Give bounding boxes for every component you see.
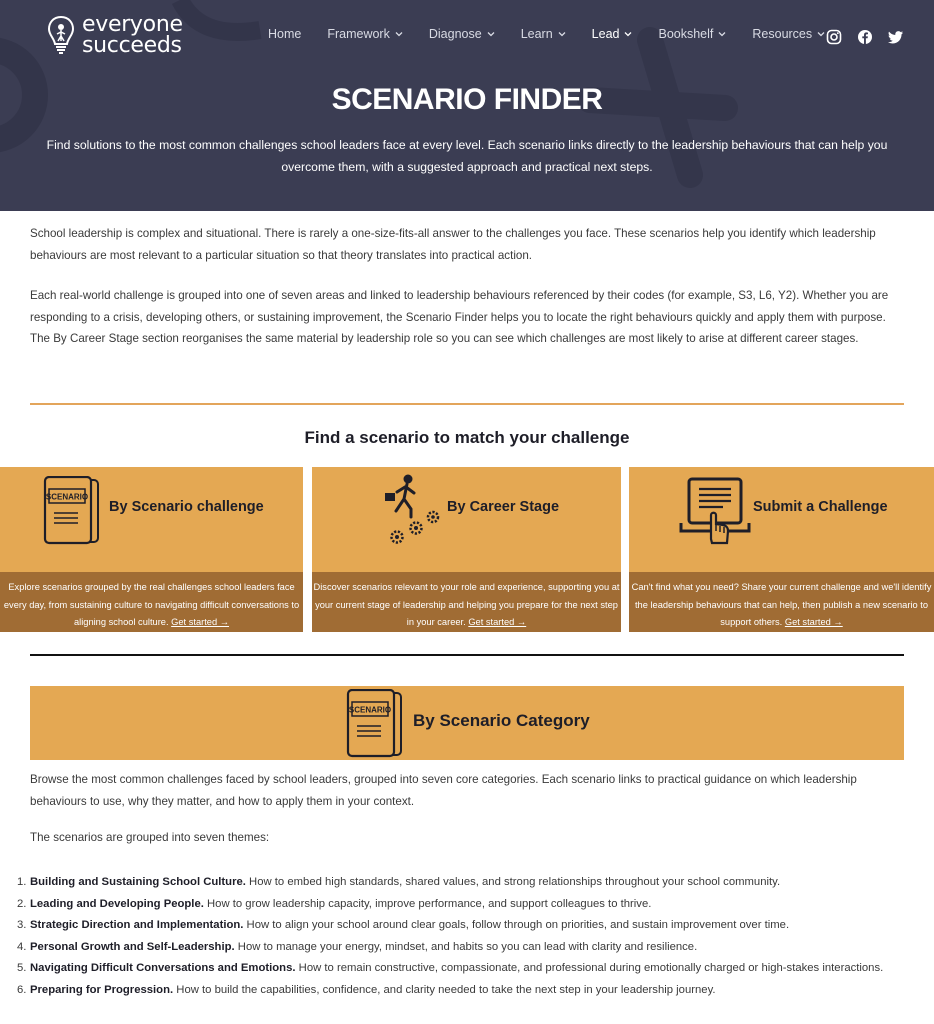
intro-paragraph-1: School leadership is complex and situational. There is rarely a one-size-fits-all answer to the challenges you face. These scenarios help you identify which leadership behaviours are most relevant to a particular situation so that theory translates into practical action. — [30, 227, 876, 262]
card-text: Explore scenarios grouped by the real challenges school leaders face every day, from sustaining culture to navigating difficult conversations to aligning school culture. — [3, 582, 300, 627]
card-title: By Scenario challenge — [109, 499, 264, 515]
card-title: By Career Stage — [447, 499, 560, 515]
theme-title: Leading and Developing People. — [30, 897, 204, 910]
theme-title: Strategic Direction and Implementation. — [30, 919, 244, 932]
list-item — [17, 937, 904, 959]
list-item — [17, 872, 904, 894]
get-started-link[interactable]: Get started → — [784, 617, 843, 627]
themes-list — [17, 872, 904, 1002]
intro-paragraph-2: Each real-world challenge is grouped into one of seven areas and linked to leadership behaviours referenced by their codes (for example, S3, L6, Y2). Whether you are responding to a crisis, developing others, or sustaining improvement, the Scenario Finder helps you to locate the right behaviours quickly and apply them with purpose. The By Career Stage section reorganises the same material by leadership role so you can see which challenges are most likely to arise at different career stages. — [30, 289, 889, 345]
nav-home[interactable] — [268, 27, 301, 41]
facebook-icon[interactable] — [857, 29, 873, 45]
card-description — [0, 572, 303, 632]
brand-name — [82, 14, 183, 56]
hero-header — [0, 0, 934, 211]
theme-description: How to embed high standards, shared values, and strong relationships throughout your school community. — [245, 876, 781, 888]
card-title: Submit a Challenge — [753, 499, 888, 515]
theme-description: How to build the capabilities, confidence, and clarity needed to take the next step in your leadership journey. — [173, 983, 716, 996]
theme-description: How to manage your energy, mindset, and habits so you can lead with clarity and resilience. — [234, 940, 698, 953]
list-number: 2. — [17, 897, 27, 910]
card-by-career-stage[interactable] — [312, 467, 621, 632]
nav-label: Bookshelf — [658, 27, 714, 41]
twitter-icon[interactable] — [888, 29, 904, 45]
themes-lead: The scenarios are grouped into seven themes: — [30, 831, 270, 844]
list-number: 5. — [17, 962, 27, 975]
list-number: 6. — [17, 983, 27, 996]
laptop-click-icon — [679, 477, 751, 547]
career-climber-icon — [378, 473, 442, 547]
list-item — [17, 980, 904, 1002]
finder-heading: Find a scenario to match your challenge — [304, 428, 630, 447]
list-number: 3. — [17, 919, 27, 932]
list-item — [17, 958, 904, 980]
nav-label: Lead — [591, 27, 620, 41]
theme-description: How to align your school around clear goals, follow through on priorities, and sustain improvement over time. — [243, 919, 790, 932]
brand-line-2: succeeds — [82, 33, 182, 58]
chevron-down-icon — [487, 30, 495, 38]
get-started-link[interactable]: Get started → — [468, 617, 527, 627]
list-item — [17, 915, 904, 937]
nav-label: Framework — [327, 27, 390, 41]
scenario-category-banner[interactable] — [30, 686, 904, 760]
nav-label: Home — [268, 27, 302, 41]
theme-title: Building and Sustaining School Culture. — [30, 876, 246, 888]
chevron-down-icon — [558, 30, 566, 38]
section-divider — [30, 403, 904, 405]
card-text: Can't find what you need? Share your current challenge and we'll identify the leadership behaviours that can help, then publish a new scenario to support others. — [631, 582, 932, 627]
instagram-icon[interactable] — [826, 29, 842, 45]
nav-label: Diagnose — [428, 27, 482, 41]
icon-label: SCENARIO — [45, 492, 89, 502]
card-text: Discover scenarios relevant to your role and experience, supporting you at your current stage of leadership and helping you prepare for the next step in your career. — [313, 582, 620, 627]
card-description — [629, 572, 934, 632]
category-description: Browse the most common challenges faced by school leaders, grouped into seven core categories. Each scenario links to practical guidance on which leadership behaviours to use, why they matter, and how to apply them in your context. — [30, 773, 857, 808]
nav-lead[interactable] — [592, 27, 633, 41]
lightbulb-logo-icon — [46, 14, 76, 56]
site-logo[interactable] — [46, 14, 183, 56]
nav-label: Learn — [520, 27, 553, 41]
nav-learn[interactable] — [521, 27, 566, 41]
card-submit-a-challenge[interactable] — [629, 467, 934, 632]
list-number: 4. — [17, 940, 27, 953]
nav-diagnose[interactable] — [429, 27, 495, 41]
chevron-down-icon — [624, 30, 632, 38]
nav-label: Resources — [752, 27, 813, 41]
card-by-scenario-challenge[interactable] — [0, 467, 303, 632]
category-title: By Scenario Category — [413, 711, 590, 730]
section-divider-dark — [30, 654, 904, 656]
theme-title: Preparing for Progression. — [30, 983, 174, 996]
card-description — [312, 572, 621, 632]
page-title: SCENARIO FINDER — [331, 83, 603, 116]
nav-resources[interactable] — [752, 27, 825, 41]
brand-line-1: everyone — [82, 12, 183, 37]
list-number: 1. — [17, 876, 27, 888]
list-item — [17, 894, 904, 916]
theme-title: Navigating Difficult Conversations and Emotions. — [30, 962, 296, 975]
nav-framework[interactable] — [327, 27, 403, 41]
theme-title: Personal Growth and Self-Leadership. — [30, 940, 235, 953]
social-links — [826, 29, 919, 45]
scenario-document-icon — [42, 476, 102, 546]
theme-description: How to remain constructive, compassionate, and professional during emotionally charged or high-stakes interactions. — [295, 962, 884, 975]
chevron-down-icon — [817, 30, 825, 38]
nav-bookshelf[interactable] — [658, 27, 726, 41]
chevron-down-icon — [395, 30, 403, 38]
main-navigation — [268, 27, 825, 41]
icon-label: SCENARIO — [348, 705, 392, 715]
intro-section — [30, 223, 904, 369]
scenario-document-icon — [345, 689, 405, 759]
get-started-link[interactable]: Get started → — [171, 617, 230, 627]
page-subtitle: Find solutions to the most common challenges school leaders face at every level. Each scenario links directly to the leadership behaviours that can help you overcome them, with a suggested approach and practical next steps. — [46, 138, 888, 174]
theme-description: How to grow leadership capacity, improve performance, and support colleagues to thrive. — [203, 897, 652, 910]
chevron-down-icon — [718, 30, 726, 38]
